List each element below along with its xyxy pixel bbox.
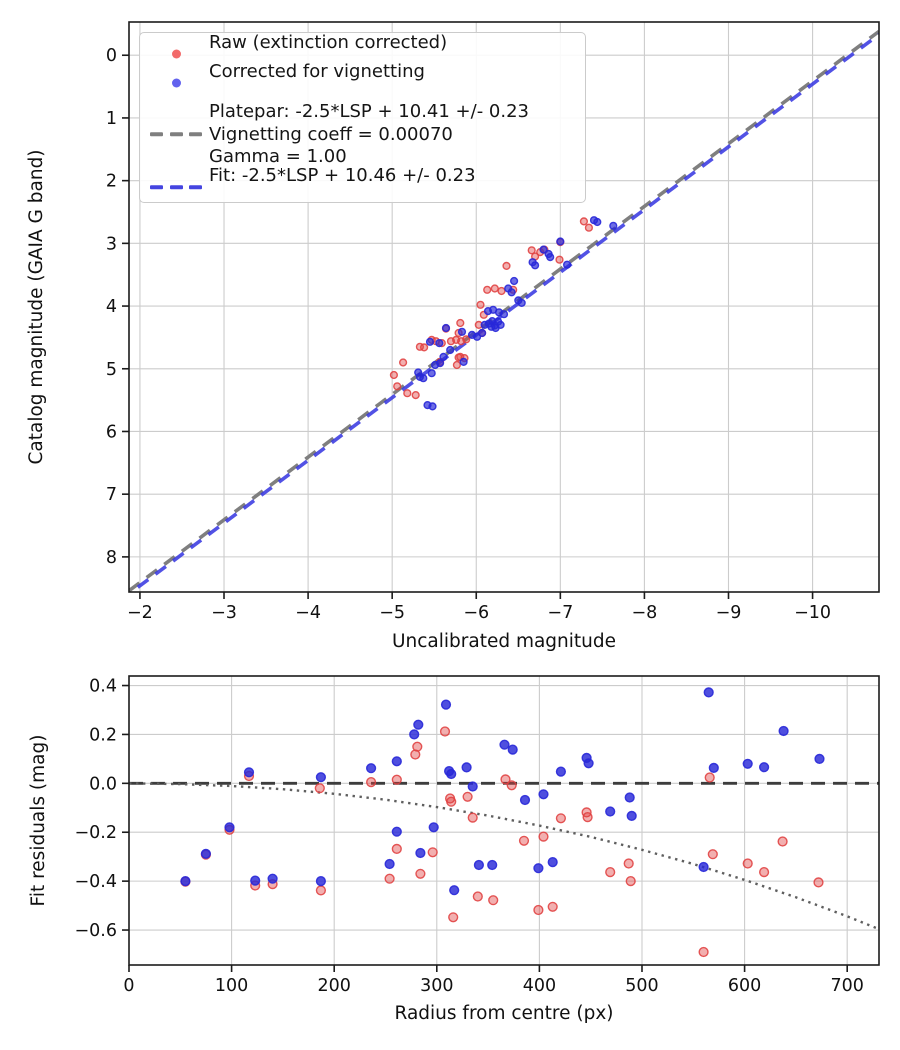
scatter-point-blue: [436, 340, 443, 347]
scatter-point-blue: [610, 222, 617, 229]
y-tick-label: 0: [105, 46, 117, 67]
x-tick-label: −9: [715, 603, 742, 623]
scatter-point-red: [473, 892, 482, 901]
scatter-point-blue: [251, 876, 260, 885]
y-tick-label: 5: [105, 359, 117, 380]
scatter-point-red: [503, 263, 510, 270]
x-tick-label: 300: [420, 976, 454, 996]
fit-residuals-data-region: [129, 688, 879, 956]
scatter-point-blue: [416, 849, 425, 858]
x-tick-label: −3: [211, 603, 237, 623]
y-tick-label: 6: [105, 422, 117, 443]
x-tick-label: −8: [631, 603, 658, 623]
scatter-point-red: [705, 773, 714, 782]
scatter-point-red: [416, 869, 425, 878]
scatter-point-blue: [440, 354, 447, 361]
x-tick-label: −6: [463, 603, 490, 623]
scatter-point-blue: [704, 688, 713, 697]
scatter-point-red: [626, 877, 635, 886]
scatter-point-red: [814, 878, 823, 887]
scatter-point-red: [367, 778, 376, 787]
scatter-point-blue: [420, 375, 427, 382]
scatter-point-red: [449, 913, 458, 922]
scatter-point-blue: [181, 877, 190, 886]
x-tick-label: −5: [379, 603, 406, 623]
scatter-point-red: [489, 896, 498, 905]
scatter-point-red: [491, 285, 498, 292]
y-tick-label: 2: [105, 171, 117, 192]
scatter-point-blue: [443, 325, 450, 332]
scatter-point-red: [498, 288, 505, 295]
scatter-point-blue: [385, 860, 394, 869]
y-tick-label: 0.0: [89, 774, 117, 795]
legend-fit-label: Fit: -2.5*LSP + 10.46 +/- 0.23: [209, 164, 476, 186]
scatter-point-blue: [518, 300, 525, 307]
legend-platepar-line1: Platepar: -2.5*LSP + 10.41 +/- 0.23: [209, 101, 529, 122]
legend-box: [139, 32, 586, 203]
scatter-point-blue: [429, 403, 436, 410]
x-tick-label: 100: [214, 976, 249, 996]
scatter-point-blue: [508, 745, 517, 754]
y-tick-label: 1: [105, 108, 117, 129]
scatter-point-red: [586, 224, 593, 231]
scatter-point-red: [581, 218, 588, 225]
vignetting-model-curve: [129, 783, 879, 929]
scatter-point-red: [548, 902, 557, 911]
y-tick-label: −0.4: [74, 872, 117, 893]
scatter-point-red: [507, 781, 516, 790]
y-tick-label: 0.2: [89, 725, 117, 746]
scatter-point-red: [468, 813, 477, 822]
scatter-point-red: [520, 836, 529, 845]
scatter-point-red: [412, 392, 419, 399]
scatter-point-blue: [594, 219, 601, 226]
scatter-point-blue: [479, 330, 486, 337]
scatter-point-blue: [627, 812, 636, 821]
y-tick-label: 3: [105, 234, 117, 255]
scatter-point-blue: [317, 773, 326, 782]
scatter-point-blue: [202, 849, 211, 858]
scatter-point-red: [477, 301, 484, 308]
x-tick-label: 500: [625, 976, 659, 996]
scatter-point-blue: [760, 763, 769, 772]
scatter-point-red: [760, 868, 769, 877]
scatter-point-blue: [699, 863, 708, 872]
scatter-point-red: [708, 850, 717, 859]
axes-spines: [129, 676, 879, 965]
scatter-point-red: [441, 727, 450, 736]
scatter-point-blue: [779, 727, 788, 736]
scatter-point-red: [778, 837, 787, 846]
x-tick-label: 0: [123, 976, 135, 996]
scatter-point-red: [391, 372, 398, 379]
scatter-point-blue: [245, 768, 254, 777]
scatter-point-blue: [459, 328, 466, 335]
legend-raw-label: Raw (extinction corrected): [209, 31, 448, 53]
y-axis-label: Fit residuals (mag): [28, 734, 49, 907]
scatter-point-red: [392, 775, 401, 784]
scatter-point-red: [484, 286, 491, 293]
legend-vignetting-label: Corrected for vignetting: [209, 60, 425, 82]
x-tick-label: 700: [830, 976, 864, 996]
scatter-point-red: [457, 320, 464, 327]
scatter-point-blue: [460, 359, 467, 366]
scatter-point-red: [583, 813, 592, 822]
scatter-point-blue: [410, 730, 419, 739]
scatter-point-red: [447, 797, 456, 806]
scatter-point-red: [606, 868, 615, 877]
scatter-point-blue: [743, 759, 752, 768]
x-axis-label: Radius from centre (px): [394, 1003, 614, 1024]
blue-dashed-line-icon: [150, 185, 202, 189]
y-tick-label: 8: [105, 547, 117, 568]
scatter-point-blue: [367, 764, 376, 773]
scatter-point-blue: [511, 278, 518, 285]
y-tick-label: 4: [105, 297, 117, 318]
scatter-point-blue: [534, 864, 543, 873]
fit-residuals-axes: [28, 676, 879, 1024]
scatter-point-blue: [447, 347, 454, 354]
scatter-point-red: [421, 344, 428, 351]
scatter-point-blue: [428, 370, 435, 377]
y-tick-label: 0.4: [89, 676, 117, 697]
scatter-point-blue: [468, 782, 477, 791]
scatter-point-blue: [442, 700, 451, 709]
scatter-point-blue: [427, 338, 434, 345]
scatter-point-blue: [606, 807, 615, 816]
legend-platepar-text: [209, 101, 529, 169]
scatter-point-blue: [625, 793, 634, 802]
scatter-point-red: [539, 832, 548, 841]
scatter-point-blue: [539, 790, 548, 799]
scatter-point-blue: [500, 740, 509, 749]
legend-platepar-line2: Vignetting coeff = 0.00070: [209, 123, 453, 145]
x-tick-label: −4: [295, 603, 321, 623]
scatter-point-blue: [557, 238, 564, 245]
scatter-point-red: [557, 814, 566, 823]
scatter-point-blue: [475, 861, 484, 870]
scatter-point-red: [413, 742, 422, 751]
scatter-point-blue: [447, 770, 456, 779]
scatter-point-red: [404, 390, 411, 397]
scatter-point-red: [463, 792, 472, 801]
scatter-point-blue: [547, 254, 554, 261]
scatter-point-red: [385, 874, 394, 883]
scatter-point-red: [394, 383, 401, 390]
gray-dashed-line-icon: [150, 132, 202, 136]
scatter-point-red: [556, 256, 563, 263]
x-tick-label: 200: [317, 976, 351, 996]
x-tick-label: −2: [127, 603, 153, 623]
scatter-point-blue: [815, 755, 824, 764]
y-axis-label: Catalog magnitude (GAIA G band): [26, 149, 47, 465]
scatter-point-red: [317, 886, 326, 895]
scatter-point-blue: [488, 323, 495, 330]
scatter-point-red: [743, 859, 752, 868]
scatter-point-red: [454, 362, 461, 369]
scatter-point-blue: [501, 311, 508, 318]
scatter-point-blue: [414, 720, 423, 729]
scatter-point-blue: [268, 874, 277, 883]
scatter-point-blue: [429, 823, 438, 832]
scatter-point-blue: [540, 246, 547, 253]
scatter-point-blue: [392, 827, 401, 836]
scatter-point-blue: [462, 763, 471, 772]
scatter-point-red: [699, 948, 708, 957]
scatter-point-blue: [392, 757, 401, 766]
scatter-point-blue: [584, 759, 593, 768]
scatter-point-red: [534, 906, 543, 915]
y-tick-label: −0.6: [74, 921, 117, 942]
scatter-point-blue: [488, 861, 497, 870]
x-tick-label: 600: [727, 976, 762, 996]
blue-marker-icon: [150, 79, 202, 88]
scatter-point-blue: [548, 858, 557, 867]
x-tick-label: −7: [547, 603, 574, 623]
red-marker-icon: [150, 50, 202, 59]
scatter-point-red: [624, 859, 633, 868]
scatter-point-red: [428, 848, 437, 857]
x-tick-label: 400: [522, 976, 557, 996]
scatter-point-blue: [225, 823, 234, 832]
legend-platepar-line3: Gamma = 1.00: [209, 146, 347, 167]
scatter-point-red: [315, 784, 324, 793]
scatter-point-blue: [564, 261, 571, 268]
scatter-point-blue: [532, 262, 539, 269]
scatter-point-blue: [521, 796, 530, 805]
y-tick-label: −0.2: [74, 823, 117, 844]
y-tick-label: 7: [105, 485, 117, 506]
x-tick-label: −10: [794, 603, 832, 623]
scatter-point-blue: [508, 289, 515, 296]
scatter-point-blue: [450, 886, 459, 895]
scatter-point-red: [392, 845, 401, 854]
x-axis-label: Uncalibrated magnitude: [391, 631, 617, 652]
scatter-point-red: [400, 359, 407, 366]
scatter-point-blue: [709, 764, 718, 773]
scatter-point-blue: [557, 767, 566, 776]
scatter-point-blue: [317, 877, 326, 886]
